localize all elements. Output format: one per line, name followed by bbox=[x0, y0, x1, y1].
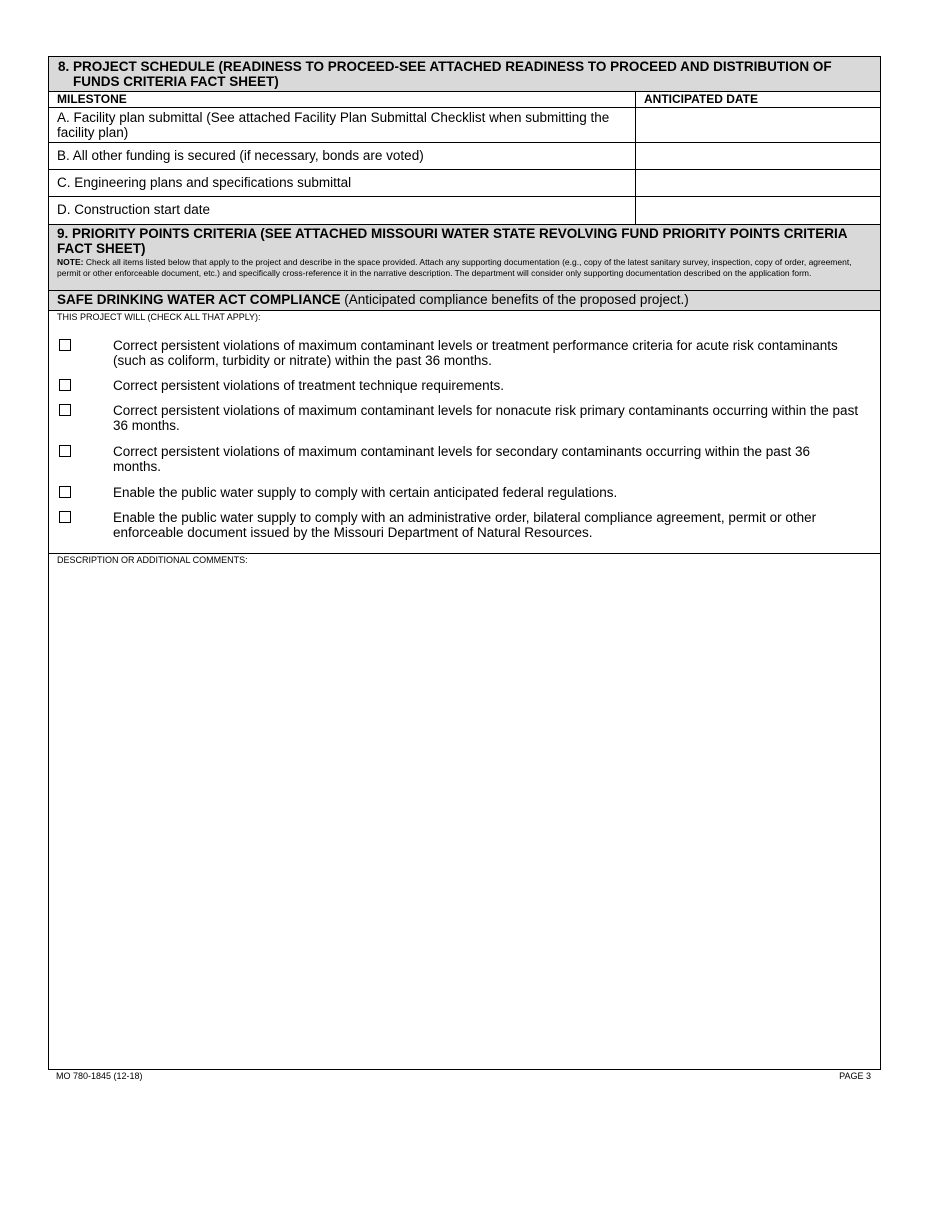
checklist-item-text: Correct persistent violations of maximum contaminant levels or treatment performance criteria for acute risk contaminants (such as coliform, turbidity or nitrate) within the past 36 months. bbox=[113, 338, 838, 368]
section-8-header bbox=[49, 57, 880, 92]
checklist-item-2 bbox=[49, 378, 880, 393]
note-label: NOTE: bbox=[57, 257, 84, 267]
application-form-page bbox=[48, 56, 881, 1070]
checklist-item-3 bbox=[49, 403, 880, 433]
checklist-item-5 bbox=[49, 485, 880, 500]
milestone-label: B. All other funding is secured (if necessary, bonds are voted) bbox=[49, 143, 636, 169]
section-9-header bbox=[49, 225, 880, 291]
milestone-column-header: MILESTONE bbox=[49, 92, 636, 107]
checklist-item-text: Enable the public water supply to comply with certain anticipated federal regulations. bbox=[113, 485, 618, 500]
checklist-item-1 bbox=[49, 338, 880, 368]
sdwa-heading: SAFE DRINKING WATER ACT COMPLIANCE bbox=[57, 292, 341, 307]
check-all-instruction: THIS PROJECT WILL (CHECK ALL THAT APPLY): bbox=[57, 312, 261, 322]
checklist-item-text: Correct persistent violations of maximum contaminant levels for nonacute risk primary contaminants occurring within the past 36 months. bbox=[113, 403, 859, 433]
anticipated-date-field[interactable] bbox=[636, 170, 880, 196]
section-8-title: 8. PROJECT SCHEDULE (READINESS TO PROCEED-SEE ATTACHED READINESS TO PROCEED AND DISTRIBUTION OF FUNDS CRITERIA FACT SHEET) bbox=[58, 59, 832, 89]
checkbox[interactable] bbox=[59, 379, 71, 391]
form-number: MO 780-1845 (12-18) bbox=[56, 1071, 143, 1081]
sdwa-checklist bbox=[49, 311, 880, 553]
checklist-item-4 bbox=[49, 444, 880, 474]
checklist-item-text: Correct persistent violations of maximum contaminant levels for secondary contaminants occurring within the past 36 months. bbox=[113, 444, 811, 474]
comments-field[interactable] bbox=[49, 566, 880, 1046]
checklist-item-text: Enable the public water supply to comply with an administrative order, bilateral compliance agreement, permit or other enforceable document issued by the Missouri Department of Natural Resources. bbox=[113, 510, 817, 540]
note-text: Check all items listed below that apply to the project and describe in the space provided. Attach any supporting documentation (e.g., copy of the latest sanitary survey, inspection, copy of order, agreement, permit or other enforceable document, etc.) and specifically cross-reference it in the narrative description. The department will consider only supporting documentation described on the application form. bbox=[57, 257, 852, 278]
checkbox[interactable] bbox=[59, 339, 71, 351]
checkbox[interactable] bbox=[59, 445, 71, 457]
milestone-label: A. Facility plan submittal (See attached Facility Plan Submittal Checklist when submitting the facility plan) bbox=[49, 108, 636, 142]
page-number: PAGE 3 bbox=[839, 1071, 871, 1081]
comments-area[interactable] bbox=[49, 553, 880, 1071]
anticipated-date-field[interactable] bbox=[636, 143, 880, 169]
milestone-row-b bbox=[49, 143, 880, 170]
milestone-label: D. Construction start date bbox=[49, 197, 636, 224]
milestone-label: C. Engineering plans and specifications submittal bbox=[49, 170, 636, 196]
checklist-item-6 bbox=[49, 510, 880, 540]
checkbox[interactable] bbox=[59, 511, 71, 523]
milestone-row-a bbox=[49, 108, 880, 143]
sdwa-subheading: (Anticipated compliance benefits of the proposed project.) bbox=[340, 292, 689, 307]
checklist-item-text: Correct persistent violations of treatment technique requirements. bbox=[113, 378, 504, 393]
milestone-table-header bbox=[49, 92, 880, 108]
milestone-row-c bbox=[49, 170, 880, 197]
anticipated-date-field[interactable] bbox=[636, 197, 880, 224]
checkbox[interactable] bbox=[59, 404, 71, 416]
anticipated-date-field[interactable] bbox=[636, 108, 880, 142]
section-9-title: 9. PRIORITY POINTS CRITERIA (SEE ATTACHED MISSOURI WATER STATE REVOLVING FUND PRIORITY POINTS CRITERIA FACT SHEET) bbox=[57, 226, 848, 256]
milestone-row-d bbox=[49, 197, 880, 225]
anticipated-date-column-header: ANTICIPATED DATE bbox=[644, 92, 758, 106]
section-9-note bbox=[49, 256, 880, 279]
checkbox[interactable] bbox=[59, 486, 71, 498]
sdwa-compliance-header bbox=[49, 291, 880, 311]
comments-label: DESCRIPTION OR ADDITIONAL COMMENTS: bbox=[57, 555, 248, 565]
